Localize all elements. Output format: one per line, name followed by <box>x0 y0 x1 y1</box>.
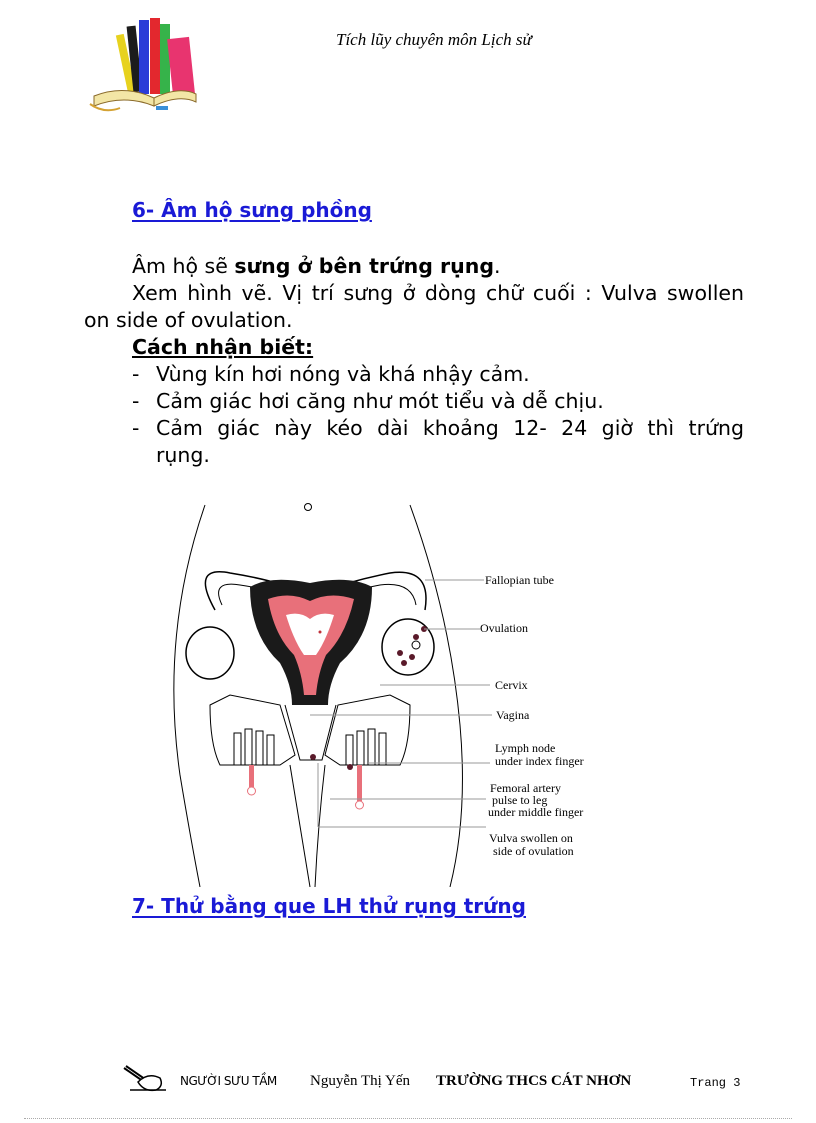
label-vagina: Vagina <box>496 708 530 722</box>
label-lymph-1: Lymph node <box>495 741 556 755</box>
bottom-divider <box>24 1118 792 1119</box>
section-7-heading[interactable]: 7- Thử bằng que LH thử rụng trứng <box>132 894 526 918</box>
label-cervix: Cervix <box>495 678 528 692</box>
label-femoral-3: under middle finger <box>488 805 584 819</box>
paragraph-1 <box>132 253 501 280</box>
footer-collector: NGƯỜI SƯU TẦM <box>180 1074 277 1088</box>
paragraph-2-line2: on side of ovulation. <box>84 308 293 332</box>
label-vulva-2: side of ovulation <box>493 844 574 858</box>
symptom-list <box>132 361 744 442</box>
list-item: - Cảm giác hơi căng như mót tiểu và dễ chịu. <box>132 388 744 415</box>
label-ovulation: Ovulation <box>480 621 528 635</box>
paragraph-2-line1: Xem hình vẽ. Vị trí sưng ở dòng chữ cuối : Vulva swollen <box>132 281 744 305</box>
anatomy-diagram <box>150 495 610 887</box>
header-title: Tích lũy chuyên môn Lịch sử <box>336 30 532 49</box>
list-item: - Cảm giác này kéo dài khoảng 12- 24 giờ thì trứng <box>132 416 744 440</box>
label-lymph-2: under index finger <box>495 754 584 768</box>
list-item-text: Cảm giác này kéo dài khoảng 12- 24 giờ thì trứng <box>156 416 744 440</box>
footer-author: Nguyễn Thị Yến <box>310 1073 410 1089</box>
list-item: - Vùng kín hơi nóng và khá nhậy cảm. <box>132 361 744 388</box>
list-item-text: Cảm giác hơi căng như mót tiểu và dễ chịu. <box>156 389 604 413</box>
label-femoral-2: pulse to leg <box>492 793 548 807</box>
footer-page-number: Trang 3 <box>690 1076 741 1090</box>
howto-heading: Cách nhận biết: <box>132 335 314 359</box>
footer-school: TRƯỜNG THCS CÁT NHƠN <box>436 1073 632 1089</box>
label-vulva-1: Vulva swollen on <box>489 831 573 845</box>
p1-end: . <box>494 254 501 278</box>
p1-bold: sưng ở bên trứng rụng <box>234 254 494 278</box>
section-6-heading[interactable]: 6- Âm hộ sưng phồng <box>132 198 372 222</box>
pen-hand-icon <box>120 1062 170 1096</box>
books-logo <box>84 14 208 118</box>
list-item-continuation: rụng. <box>156 443 210 467</box>
p1-text: Âm hộ sẽ <box>132 254 235 278</box>
page-footer <box>120 1060 760 1100</box>
label-femoral-1: Femoral artery <box>490 781 561 795</box>
label-fallopian: Fallopian tube <box>485 573 554 587</box>
list-item-text: Vùng kín hơi nóng và khá nhậy cảm. <box>156 362 530 386</box>
